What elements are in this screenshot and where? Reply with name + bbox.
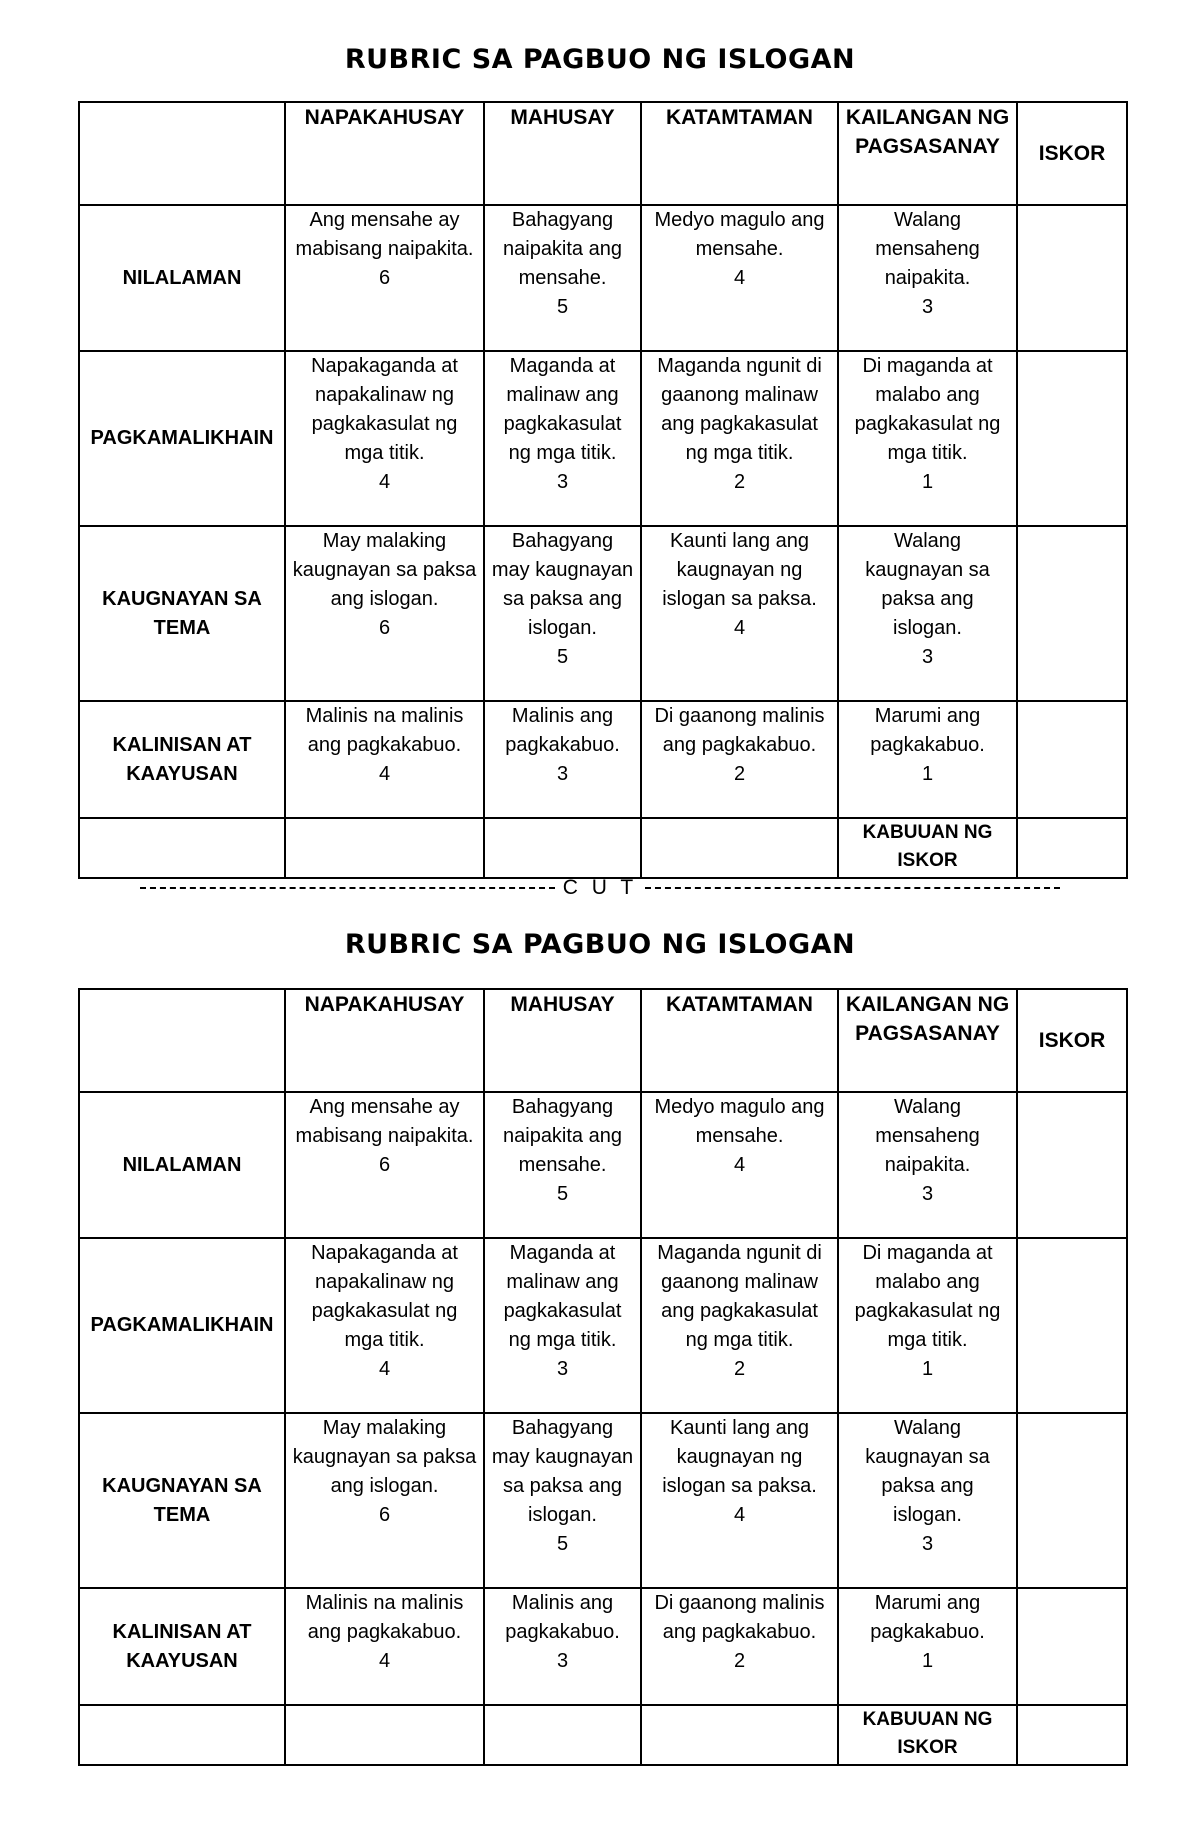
- score-value: 1: [921, 1358, 934, 1380]
- criterion-label: KALINISAN AT KAAYUSAN: [79, 701, 285, 818]
- iskor-cell[interactable]: [1017, 351, 1127, 526]
- rubric-cell: Maganda at malinaw ang pagkakasulat ng mga titik. 3: [484, 1238, 641, 1413]
- table-row: [79, 1413, 1127, 1588]
- rubric-cell: Malinis ang pagkakabuo. 3: [484, 701, 641, 818]
- table-row: [79, 1092, 1127, 1238]
- cut-line: [140, 876, 1060, 900]
- empty-cell: [484, 818, 641, 878]
- score-value: 1: [921, 763, 934, 785]
- score-value: 2: [733, 1650, 746, 1672]
- score-value: 5: [556, 1533, 569, 1555]
- score-value: 5: [556, 1183, 569, 1205]
- table-row: [79, 205, 1127, 351]
- empty-cell: [79, 818, 285, 878]
- criterion-label: NILALAMAN: [79, 205, 285, 351]
- score-value: 2: [733, 471, 746, 493]
- header-katamtaman: KATAMTAMAN: [641, 989, 838, 1092]
- rubric-cell: Di maganda at malabo ang pagkakasulat ng mga titik. 1: [838, 1238, 1017, 1413]
- iskor-cell[interactable]: [1017, 1092, 1127, 1238]
- header-napakahusay: NAPAKAHUSAY: [285, 102, 484, 205]
- score-value: 6: [378, 1154, 391, 1176]
- table-header-row: [79, 102, 1127, 205]
- score-value: 4: [733, 617, 746, 639]
- rubric-cell: Walang kaugnayan sa paksa ang islogan. 3: [838, 526, 1017, 701]
- score-value: 3: [556, 471, 569, 493]
- total-score-cell[interactable]: [1017, 1705, 1127, 1765]
- rubric-cell: Bahagyang may kaugnayan sa paksa ang islogan. 5: [484, 1413, 641, 1588]
- score-value: 3: [921, 646, 934, 668]
- total-score-cell[interactable]: [1017, 818, 1127, 878]
- table-row: [79, 1588, 1127, 1705]
- header-kailangan-ng-pagsasanay: KAILANGAN NG PAGSASANAY: [838, 102, 1017, 205]
- total-row: [79, 818, 1127, 878]
- empty-cell: [79, 1705, 285, 1765]
- table-header-row: [79, 989, 1127, 1092]
- header-cell-criteria: [79, 102, 285, 205]
- score-value: 5: [556, 646, 569, 668]
- rubric-cell: May malaking kaugnayan sa paksa ang islogan. 6: [285, 526, 484, 701]
- rubric-cell: Walang mensaheng naipakita. 3: [838, 1092, 1017, 1238]
- header-iskor: ISKOR: [1017, 102, 1127, 205]
- criterion-label: PAGKAMALIKHAIN: [79, 1238, 285, 1413]
- score-value: 4: [378, 471, 391, 493]
- cut-label: C U T: [562, 876, 638, 899]
- cut-dash-right: [645, 887, 1060, 889]
- score-value: 6: [378, 267, 391, 289]
- total-score-label: KABUUAN NG ISKOR: [838, 1705, 1017, 1765]
- page-title: RUBRIC SA PAGBUO NG ISLOGAN: [344, 44, 856, 75]
- rubric-cell: Maganda ngunit di gaanong malinaw ang pagkakasulat ng mga titik. 2: [641, 1238, 838, 1413]
- score-value: 3: [921, 1533, 934, 1555]
- rubric-cell: Malinis na malinis ang pagkakabuo. 4: [285, 1588, 484, 1705]
- score-value: 3: [921, 296, 934, 318]
- rubric-cell: Walang mensaheng naipakita. 3: [838, 205, 1017, 351]
- rubric-cell: Medyo magulo ang mensahe. 4: [641, 1092, 838, 1238]
- iskor-cell[interactable]: [1017, 1238, 1127, 1413]
- rubric-cell: May malaking kaugnayan sa paksa ang islogan. 6: [285, 1413, 484, 1588]
- score-value: 2: [733, 763, 746, 785]
- rubric-table: [78, 101, 1128, 879]
- score-value: 4: [378, 1650, 391, 1672]
- empty-cell: [641, 818, 838, 878]
- score-value: 4: [378, 763, 391, 785]
- rubric-cell: Malinis na malinis ang pagkakabuo. 4: [285, 701, 484, 818]
- total-row: [79, 1705, 1127, 1765]
- header-mahusay: MAHUSAY: [484, 989, 641, 1092]
- score-value: 1: [921, 1650, 934, 1672]
- table-row: [79, 526, 1127, 701]
- rubric-cell: Bahagyang naipakita ang mensahe. 5: [484, 205, 641, 351]
- rubric-cell: Malinis ang pagkakabuo. 3: [484, 1588, 641, 1705]
- table-row: [79, 1238, 1127, 1413]
- header-kailangan-ng-pagsasanay: KAILANGAN NG PAGSASANAY: [838, 989, 1017, 1092]
- score-value: 5: [556, 296, 569, 318]
- score-value: 2: [733, 1358, 746, 1380]
- header-mahusay: MAHUSAY: [484, 102, 641, 205]
- score-value: 3: [556, 1650, 569, 1672]
- rubric-cell: Ang mensahe ay mabisang naipakita. 6: [285, 205, 484, 351]
- score-value: 3: [921, 1183, 934, 1205]
- score-value: 3: [556, 763, 569, 785]
- table-row: [79, 351, 1127, 526]
- empty-cell: [285, 818, 484, 878]
- rubric-cell: Napakaganda at napakalinaw ng pagkakasulat ng mga titik. 4: [285, 1238, 484, 1413]
- rubric-cell: Kaunti lang ang kaugnayan ng islogan sa paksa. 4: [641, 526, 838, 701]
- page-title: RUBRIC SA PAGBUO NG ISLOGAN: [344, 929, 856, 960]
- score-value: 6: [378, 617, 391, 639]
- score-value: 4: [378, 1358, 391, 1380]
- score-value: 3: [556, 1358, 569, 1380]
- iskor-cell[interactable]: [1017, 1413, 1127, 1588]
- rubric-cell: Kaunti lang ang kaugnayan ng islogan sa paksa. 4: [641, 1413, 838, 1588]
- header-napakahusay: NAPAKAHUSAY: [285, 989, 484, 1092]
- iskor-cell[interactable]: [1017, 205, 1127, 351]
- criterion-label: KALINISAN AT KAAYUSAN: [79, 1588, 285, 1705]
- rubric-cell: Maganda ngunit di gaanong malinaw ang pagkakasulat ng mga titik. 2: [641, 351, 838, 526]
- criterion-label: KAUGNAYAN SA TEMA: [79, 1413, 285, 1588]
- rubric-cell: Ang mensahe ay mabisang naipakita. 6: [285, 1092, 484, 1238]
- score-value: 4: [733, 267, 746, 289]
- iskor-cell[interactable]: [1017, 701, 1127, 818]
- rubric-cell: Bahagyang naipakita ang mensahe. 5: [484, 1092, 641, 1238]
- criterion-label: NILALAMAN: [79, 1092, 285, 1238]
- rubric-cell: Napakaganda at napakalinaw ng pagkakasulat ng mga titik. 4: [285, 351, 484, 526]
- rubric-cell: Bahagyang may kaugnayan sa paksa ang islogan. 5: [484, 526, 641, 701]
- header-iskor: ISKOR: [1017, 989, 1127, 1092]
- empty-cell: [285, 1705, 484, 1765]
- iskor-cell[interactable]: [1017, 1588, 1127, 1705]
- rubric-cell: Medyo magulo ang mensahe. 4: [641, 205, 838, 351]
- score-value: 4: [733, 1504, 746, 1526]
- table-row: [79, 701, 1127, 818]
- empty-cell: [484, 1705, 641, 1765]
- rubric-cell: Di maganda at malabo ang pagkakasulat ng mga titik. 1: [838, 351, 1017, 526]
- score-value: 4: [733, 1154, 746, 1176]
- cut-dash-left: [140, 887, 555, 889]
- header-katamtaman: KATAMTAMAN: [641, 102, 838, 205]
- criterion-label: KAUGNAYAN SA TEMA: [79, 526, 285, 701]
- rubric-table: [78, 988, 1128, 1766]
- empty-cell: [641, 1705, 838, 1765]
- total-score-label: KABUUAN NG ISKOR: [838, 818, 1017, 878]
- iskor-cell[interactable]: [1017, 526, 1127, 701]
- score-value: 6: [378, 1504, 391, 1526]
- score-value: 1: [921, 471, 934, 493]
- rubric-cell: Di gaanong malinis ang pagkakabuo. 2: [641, 1588, 838, 1705]
- rubric-cell: Walang kaugnayan sa paksa ang islogan. 3: [838, 1413, 1017, 1588]
- criterion-label: PAGKAMALIKHAIN: [79, 351, 285, 526]
- rubric-cell: Di gaanong malinis ang pagkakabuo. 2: [641, 701, 838, 818]
- rubric-cell: Marumi ang pagkakabuo. 1: [838, 1588, 1017, 1705]
- header-cell-criteria: [79, 989, 285, 1092]
- rubric-cell: Maganda at malinaw ang pagkakasulat ng mga titik. 3: [484, 351, 641, 526]
- rubric-cell: Marumi ang pagkakabuo. 1: [838, 701, 1017, 818]
